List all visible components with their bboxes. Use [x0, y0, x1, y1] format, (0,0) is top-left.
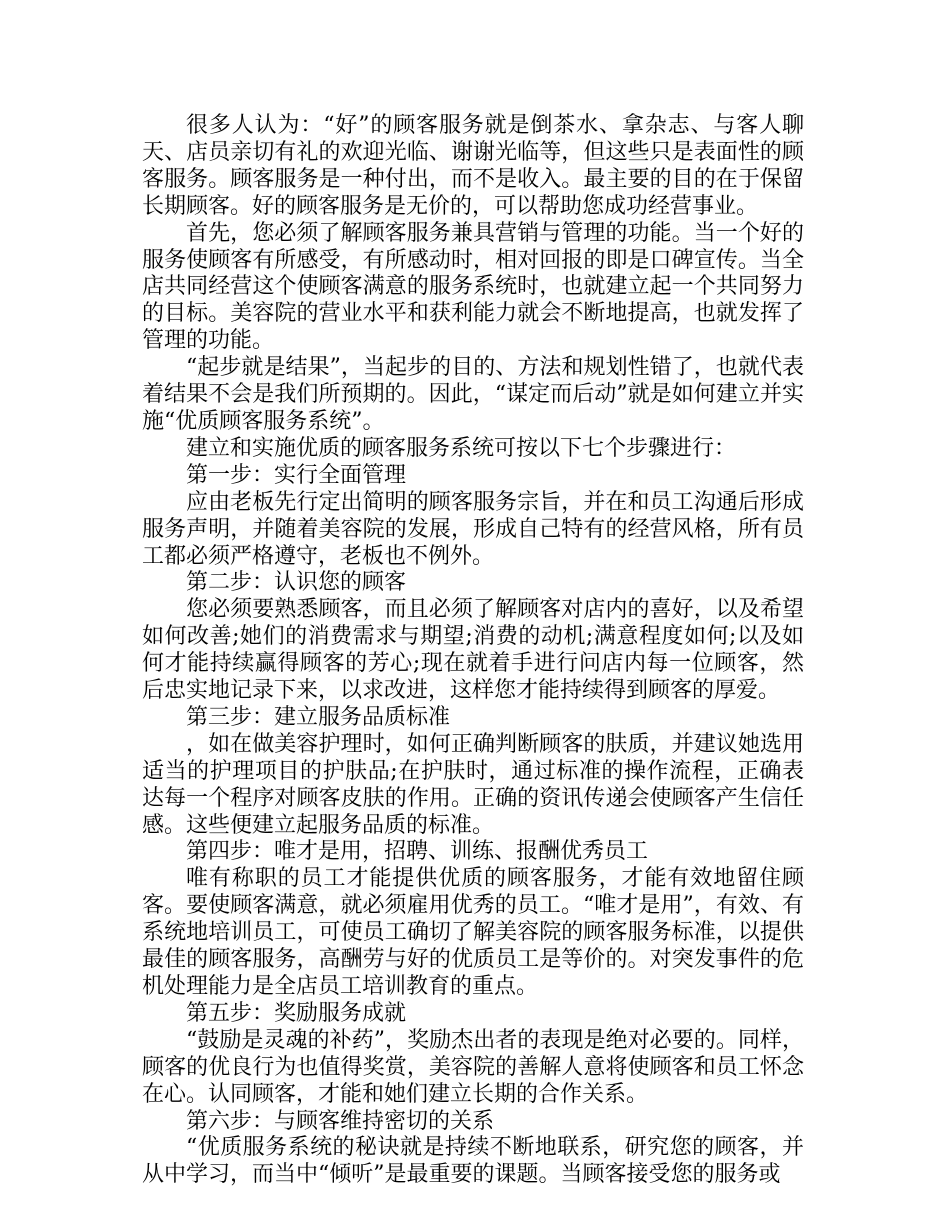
step-heading-1: 第一步：实行全面管理 — [186, 462, 407, 488]
step-heading-6: 第六步：与顾客维持密切的关系 — [186, 1108, 495, 1134]
step-heading-3: 第三步：建立服务品质标准 — [186, 704, 451, 730]
step-heading-4: 第四步：唯才是用，招聘、训练、报酬优秀员工 — [186, 839, 649, 865]
step-body-5: “鼓励是灵魂的补药”，奖励杰出者的表现是绝对必要的。同样，顾客的优良行为也值得奖赏，美容院的善解人意将使顾客和员工怀念在心。认同顾客，才能和她们建立长期的合作关系。 — [142, 1027, 804, 1107]
paragraph-seven-steps-intro: 建立和实施优质的顾客服务系统可按以下七个步骤进行： — [186, 435, 737, 461]
paragraph-marketing-management: 首先，您必须了解顾客服务兼具营销与管理的功能。当一个好的服务使顾客有所感受，有所感动时，相对回报的即是口碑宣传。当全店共同经营这个使顾客满意的服务系统时，也就建立起一个共同努力的目标。美容院的营业水平和获利能力就会不断地提高，也就发挥了管理的功能。 — [142, 220, 804, 354]
step-body-2: 您必须要熟悉顾客，而且必须了解顾客对店内的喜好，以及希望如何改善;她们的消费需求与期望;消费的动机;满意程度如何;以及如何才能持续赢得顾客的芳心;现在就着手进行问店内每一位顾客，然后忠实地记录下来，以求改进，这样您才能持续得到顾客的厚爱。 — [142, 597, 804, 704]
paragraph-intro: 很多人认为：“好”的顾客服务就是倒茶水、拿杂志、与客人聊天、店员亲切有礼的欢迎光临、谢谢光临等，但这些只是表面性的顾客服务。顾客服务是一种付出，而不是收入。最主要的目的在于保留长期顾客。好的顾客服务是无价的，可以帮助您成功经营事业。 — [142, 113, 804, 219]
step-body-1: 应由老板先行定出简明的顾客服务宗旨，并在和员工沟通后形成服务声明，并随着美容院的发展，形成自己特有的经营风格，所有员工都必须严格遵守，老板也不例外。 — [142, 489, 804, 569]
paragraph-start-is-result: “起步就是结果”，当起步的目的、方法和规划性错了，也就代表着结果不会是我们所预期的。因此，“谋定而后动”就是如何建立并实施“优质顾客服务系统”。 — [142, 355, 804, 434]
step-heading-2: 第二步：认识您的顾客 — [186, 570, 407, 596]
step-body-6: “优质服务系统的秘诀就是持续不断地联系，研究您的顾客，并从中学习，而当中“倾听”是最重要的课题。当顾客接受您的服务或 — [142, 1135, 804, 1188]
document-body — [142, 113, 804, 1189]
step-heading-5: 第五步：奖励服务成就 — [186, 1000, 407, 1026]
step-body-3: ，如在做美容护理时，如何正确判断顾客的肤质，并建议她选用适当的护理项目的护肤品;在护肤时，通过标准的操作流程，正确表达每一个程序对顾客皮肤的作用。正确的资讯传递会使顾客产生信任感。这些便建立起服务品质的标准。 — [142, 731, 804, 838]
step-body-4: 唯有称职的员工才能提供优质的顾客服务，才能有效地留住顾客。要使顾客满意，就必须雇用优秀的员工。“唯才是用”，有效、有系统地培训员工，可使员工确切了解美容院的顾客服务标准，以提供最佳的顾客服务，高酬劳与好的优质员工是等价的。对突发事件的危机处理能力是全店员工培训教育的重点。 — [142, 866, 804, 999]
